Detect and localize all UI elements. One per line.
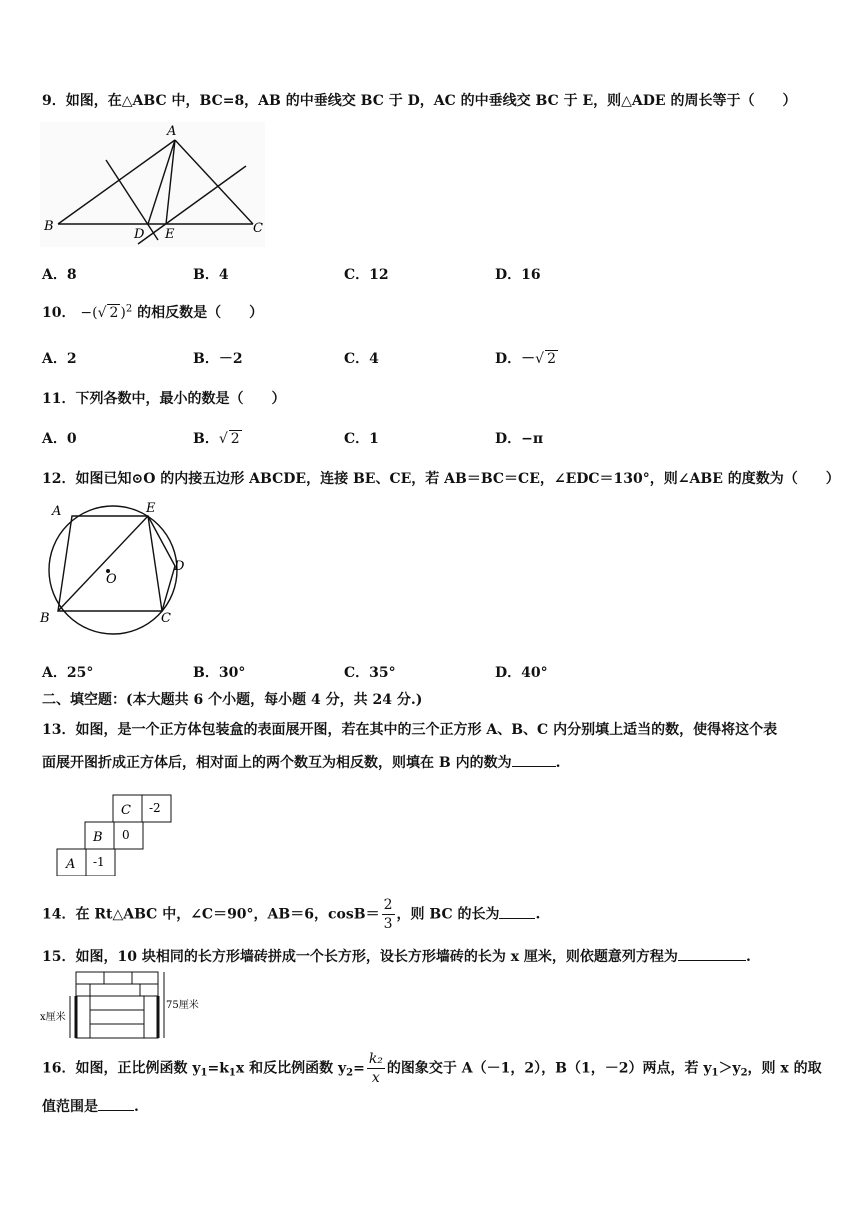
q13-cell-0: 0 — [122, 828, 130, 842]
q9-option-a: A．8 — [42, 267, 77, 283]
q16-p3: x 和反比例函数 y — [235, 1060, 347, 1077]
q14-answer-blank — [499, 906, 535, 919]
q16-p4: = — [353, 1060, 365, 1077]
q13-cell-minus1: -1 — [93, 855, 105, 869]
q16-fraction — [367, 1052, 385, 1085]
q9-label-A: A — [167, 124, 177, 139]
q16-s2: 1 — [228, 1067, 236, 1079]
q16-p5: 的图象交于 A（－1，2），B（1，－2）两点，若 y — [386, 1060, 712, 1077]
q9-label-E: E — [165, 227, 175, 242]
q12-label-A: A — [52, 504, 62, 519]
q16-end: . — [134, 1099, 139, 1115]
section-2-heading: 二、填空题：(本大题共 6 个小题，每小题 4 分，共 24 分.) — [42, 692, 423, 708]
q16-s5: 2 — [740, 1067, 748, 1079]
q13-end: . — [555, 755, 561, 771]
q15-text: 15．如图，10 块相同的长方形墙砖拼成一个长方形，设长方形墙砖的长为 x 厘米，则依题意列方程为 — [42, 949, 678, 965]
q16-s3: 2 — [346, 1067, 354, 1079]
q13-line2-text: 面展开图折成正方体后，相对面上的两个数互为相反数，则填在 B 内的数为 — [42, 755, 512, 771]
q10-number: 10． — [42, 305, 76, 321]
q16-s1: 1 — [200, 1067, 208, 1079]
q14-frac-den: 3 — [383, 916, 393, 932]
q15-answer-blank — [678, 948, 746, 961]
q13-answer-blank — [512, 754, 556, 767]
question-14-text — [42, 898, 540, 931]
q10-expression: −(√ 2 )$^2$ — [80, 303, 133, 321]
q11-option-b: B．√ 2 — [193, 431, 240, 447]
q9-option-c: C．12 — [344, 267, 389, 283]
q14-prefix: 14．在 Rt△ABC 中，∠C＝90°，AB＝6，cosB＝ — [42, 906, 380, 923]
q11-option-a: A．0 — [42, 431, 77, 447]
q12-label-O: O — [106, 572, 117, 587]
q9-triangle-figure — [40, 122, 265, 247]
question-15-text — [42, 946, 751, 966]
q12-option-d: D．40° — [495, 665, 548, 681]
q16-frac-num: k₂ — [368, 1051, 383, 1067]
q12-option-a: A．25° — [42, 665, 94, 681]
q13-cell-C: C — [121, 803, 131, 818]
q10-expr-suffix: ) — [120, 305, 126, 321]
q9-option-d: D．16 — [495, 267, 541, 283]
q10-option-a: A．2 — [42, 351, 77, 367]
q16-p1: 16．如图，正比例函数 y — [42, 1060, 201, 1077]
question-16-line2 — [42, 1096, 139, 1116]
q10-expr-prefix: −( — [80, 305, 98, 321]
q15-tile-figure — [40, 966, 205, 1041]
q15-label-75: 75厘米 — [166, 1000, 199, 1011]
q16-p2: =k — [207, 1060, 229, 1077]
q13-cube-net-figure — [56, 794, 178, 876]
question-13-line1: 13．如图，是一个正方体包装盒的表面展开图，若在其中的三个正方形 A、B、C 内分别填上适当的数，使得将这个表 — [42, 722, 778, 738]
question-9-text: 9．如图，在△ABC 中，BC=8，AB 的中垂线交 BC 于 D，AC 的中垂线交 BC 于 E，则△ADE 的周长等于（ ） — [42, 93, 797, 109]
q16-frac-den: x — [371, 1070, 380, 1086]
q12-option-b: B．30° — [193, 665, 246, 681]
q16-p7: ，则 x 的取 — [747, 1060, 822, 1077]
q9-option-b: B．4 — [193, 267, 229, 283]
q12-label-E: E — [146, 501, 156, 516]
q14-end: . — [535, 906, 541, 923]
q12-label-C: C — [161, 611, 171, 626]
q14-suffix: ，则 BC 的长为 — [396, 906, 500, 923]
q12-circle-figure — [38, 498, 193, 636]
q10-option-d-label: D．－ — [495, 351, 536, 367]
question-16-line1 — [42, 1052, 822, 1085]
q15-end: . — [745, 949, 751, 965]
q16-line2-text: 值范围是 — [42, 1099, 98, 1115]
q9-label-D: D — [134, 227, 145, 242]
question-11-text: 11．下列各数中，最小的数是（ ） — [42, 391, 286, 407]
q15-label-x: x厘米 — [40, 1012, 66, 1023]
question-10-text — [42, 302, 263, 322]
q16-s4: 1 — [711, 1067, 719, 1079]
question-13-line2 — [42, 752, 560, 772]
q10-option-d-sqrt: 2 — [547, 351, 556, 367]
q10-option-d: D．－√ 2 — [495, 351, 556, 367]
q14-frac-num: 2 — [383, 897, 393, 913]
q11-option-d: D．−π — [495, 431, 544, 447]
q12-label-B: B — [40, 611, 50, 626]
q12-label-D: D — [174, 559, 185, 574]
q10-exponent: 2 — [125, 303, 133, 315]
q13-cell-minus2: -2 — [149, 801, 161, 815]
q10-sqrt-value: 2 — [109, 305, 119, 321]
q13-cell-A: A — [66, 857, 76, 872]
q14-fraction — [382, 898, 395, 931]
q9-label-B: B — [44, 219, 54, 234]
q11-option-c: C．1 — [344, 431, 379, 447]
q10-option-c: C．4 — [344, 351, 379, 367]
question-12-text: 12．如图已知⊙O 的内接五边形 ABCDE，连接 BE、CE，若 AB＝BC＝CE，∠EDC＝130°，则∠ABE 的度数为（ ） — [42, 471, 840, 487]
q11-option-b-sqrt: 2 — [230, 431, 240, 447]
q13-cell-B: B — [93, 830, 103, 845]
q11-option-b-label: B． — [193, 431, 219, 447]
q16-answer-blank — [98, 1098, 134, 1111]
q9-label-C: C — [253, 221, 263, 236]
q10-option-b: B．－2 — [193, 351, 243, 367]
q10-question: 的相反数是（ ） — [137, 305, 264, 321]
q16-p6: ＞y — [718, 1060, 741, 1077]
q12-option-c: C．35° — [344, 665, 396, 681]
